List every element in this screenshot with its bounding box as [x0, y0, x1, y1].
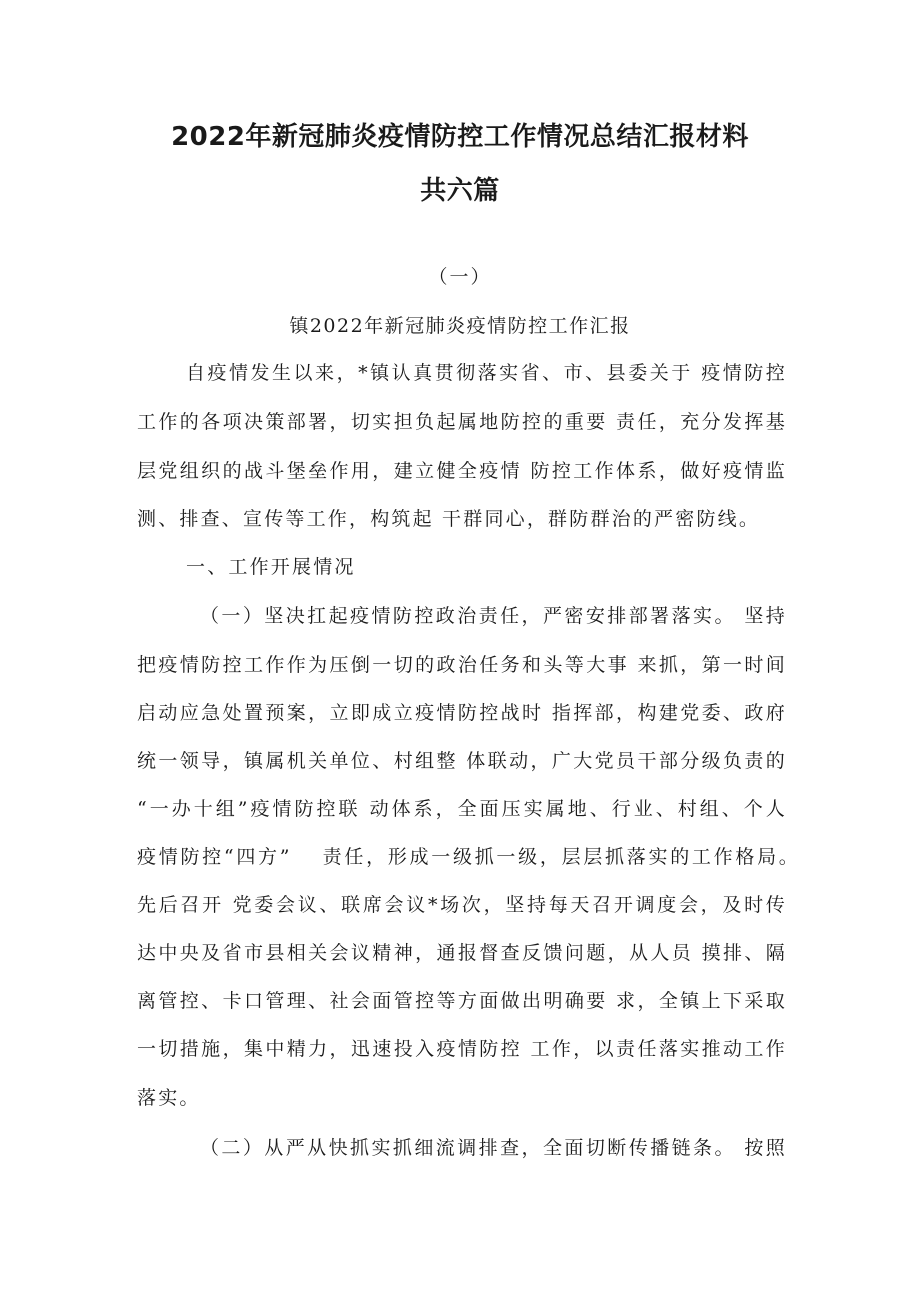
section-number: （一）: [428, 266, 492, 288]
document-title: 2022年新冠肺炎疫情防控工作情况总结汇报材料: [171, 122, 749, 152]
paragraph-line: 一切措施，集中精力，迅速投入疫情防控 工作，以责任落实推动工作: [137, 1038, 787, 1060]
paragraph-line: 达中央及省市县相关会议精神，通报督查反馈问题，从人员 摸排、隔: [137, 942, 787, 964]
paragraph-line: 落实。: [137, 1087, 201, 1109]
paragraph-line: 层党组织的战斗堡垒作用，建立健全疫情 防控工作体系，做好疫情监: [137, 460, 787, 482]
paragraph-line: 疫情防控“四方” 责任，形成一级抓一级，层层抓落实的工作格局。: [137, 846, 800, 868]
paragraph-line: “一办十组”疫情防控联 动体系，全面压实属地、行业、村组、个人: [137, 798, 787, 820]
document-title-line2: 共六篇: [420, 176, 500, 206]
paragraph-line: 自疫情发生以来，*镇认真贯彻落实省、市、县委关于 疫情防控: [186, 362, 787, 384]
section-heading: 一、工作开展情况: [186, 556, 356, 578]
paragraph-line: 启动应急处置预案，立即成立疫情防控战时 指挥部，构建党委、政府: [137, 702, 787, 724]
paragraph-line: 离管控、卡口管理、社会面管控等方面做出明确要 求，全镇上下采取: [137, 990, 787, 1012]
paragraph-line: 把疫情防控工作作为压倒一切的政治任务和头等大事 来抓，第一时间: [137, 654, 787, 676]
paragraph-line: 测、排查、宣传等工作，构筑起 干群同心，群防群治的严密防线。: [137, 508, 761, 530]
section-subtitle: 镇2022年新冠肺炎疫情防控工作汇报: [289, 315, 631, 337]
paragraph-line: 统一领导，镇属机关单位、村组整 体联动，广大党员干部分级负责的: [137, 750, 787, 772]
paragraph-line: （二）从严从快抓实抓细流调排查，全面切断传播链条。 按照: [200, 1137, 787, 1159]
paragraph-line: （一）坚决扛起疫情防控政治责任，严密安排部署落实。 坚持: [200, 605, 787, 627]
paragraph-line: 工作的各项决策部署，切实担负起属地防控的重要 责任，充分发挥基: [137, 411, 787, 433]
paragraph-line: 先后召开 党委会议、联席会议*场次，坚持每天召开调度会，及时传: [137, 894, 787, 916]
